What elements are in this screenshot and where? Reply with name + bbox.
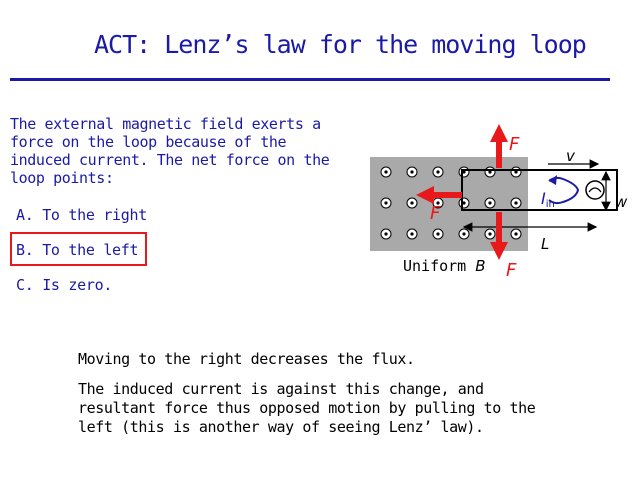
- field-dot-center: [384, 201, 387, 204]
- explanation-line-1: Moving to the right decreases the flux.: [78, 350, 415, 368]
- uniform-field-region: [370, 157, 528, 251]
- force-label-top: F: [509, 134, 520, 155]
- option-b-text: To the left: [42, 241, 139, 259]
- slide-title: ACT: Lenz’s law for the moving loop: [94, 30, 586, 59]
- field-dot-center: [488, 201, 491, 204]
- field-dot-center: [410, 170, 413, 173]
- length-label: L: [541, 235, 550, 253]
- field-dot-center: [410, 201, 413, 204]
- option-a-letter: A.: [16, 206, 34, 224]
- field-dot-center: [384, 232, 387, 235]
- width-label: w: [615, 193, 628, 211]
- option-c-letter: C.: [16, 276, 34, 294]
- field-dot-center: [514, 232, 517, 235]
- option-a-text: To the right: [42, 206, 147, 224]
- field-dot-center: [488, 232, 491, 235]
- current-label: Iin: [541, 189, 555, 210]
- field-dot-center: [410, 232, 413, 235]
- force-label-bottom: F: [506, 260, 517, 281]
- option-b-letter: B.: [16, 241, 34, 259]
- field-label: Uniform B: [403, 257, 486, 275]
- meter-icon: [586, 181, 604, 199]
- force-arrowhead-up: [490, 124, 508, 142]
- field-dot-center: [384, 170, 387, 173]
- field-dot-center: [514, 201, 517, 204]
- field-dot-center: [436, 170, 439, 173]
- field-dot-center: [462, 232, 465, 235]
- question-text: The external magnetic field exerts a force on the loop because of the induced current. The net force on the loop points:: [10, 115, 330, 187]
- option-c-text: Is zero.: [42, 276, 113, 294]
- force-label-left: F: [430, 203, 441, 224]
- velocity-label: v: [566, 147, 575, 165]
- field-dot-center: [436, 232, 439, 235]
- explanation-line-2: The induced current is against this change, and resultant force thus opposed motion by pulling to the left (this is another way of seeing Lenz’ law).: [78, 380, 536, 436]
